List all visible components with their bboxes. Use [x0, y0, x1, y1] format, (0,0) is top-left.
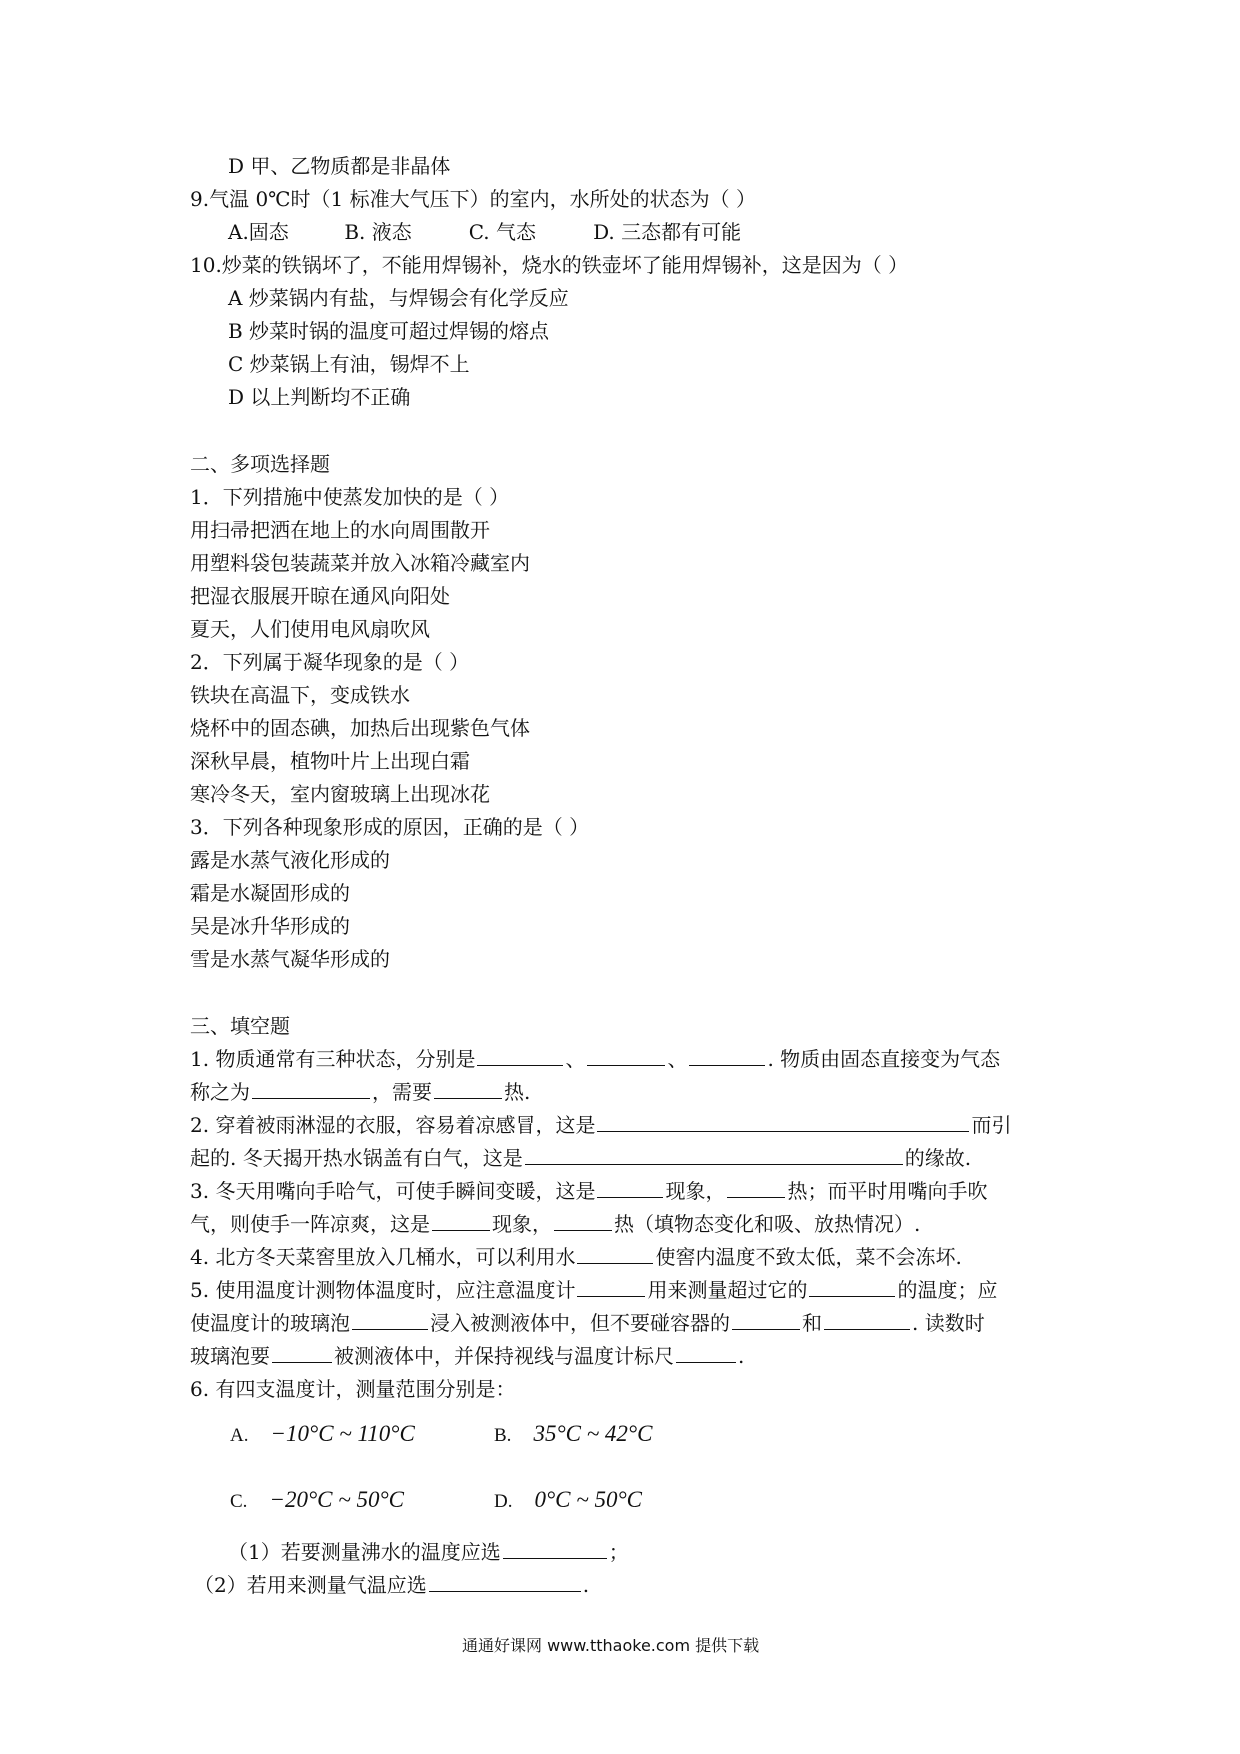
fill-q2-text: 的缘故.: [904, 1146, 972, 1170]
fill-q6-text: （2）若用来测量气温应选: [194, 1573, 427, 1597]
blank-field[interactable]: [824, 1309, 910, 1330]
fill-q5-text: 5. 使用温度计测物体温度时，应注意温度计: [190, 1278, 576, 1302]
multi-q3-stem: 3．下列各种现象形成的原因，正确的是（ ）: [190, 815, 590, 839]
multi-q3-option: 雪是水蒸气凝华形成的: [190, 947, 390, 971]
multi-q2-stem: 2．下列属于凝华现象的是（ ）: [190, 650, 470, 674]
footer-credit: 通通好课网 www.tthaoke.com 提供下载: [462, 1636, 760, 1655]
option-range: 35°C ~ 42°C: [533, 1421, 653, 1446]
option-label: D.: [494, 1491, 513, 1512]
thermometer-option-b: [494, 1420, 652, 1450]
fill-q5-text: 玻璃泡要: [190, 1344, 270, 1368]
fill-q2-line2: [190, 1144, 971, 1172]
option-range: −20°C ~ 50°C: [269, 1487, 404, 1512]
fill-q1-text: 热.: [504, 1080, 531, 1104]
fill-q6-sub2: [194, 1571, 589, 1599]
multi-q1-option: 用塑料袋包装蔬菜并放入冰箱冷藏室内: [190, 551, 530, 575]
blank-field[interactable]: [554, 1210, 612, 1231]
fill-q5-line3: [190, 1342, 744, 1370]
fill-q1-text: ，需要: [372, 1080, 432, 1104]
fill-q6-text: （1）若要测量沸水的温度应选: [228, 1540, 501, 1564]
blank-field[interactable]: [352, 1309, 428, 1330]
multi-q3-option: 吴是冰升华形成的: [190, 914, 350, 938]
q10-option-d: D 以上判断均不正确: [228, 385, 411, 409]
multi-q2-option: 深秋早晨，植物叶片上出现白霜: [190, 749, 470, 773]
fill-q2-text: 2. 穿着被雨淋湿的衣服，容易着凉感冒，这是: [190, 1113, 596, 1137]
blank-field[interactable]: [689, 1045, 765, 1066]
q9-option-a: A.固态: [228, 220, 289, 244]
fill-q6-sub1: [228, 1538, 629, 1566]
blank-field[interactable]: [429, 1571, 581, 1592]
option-range: 0°C ~ 50°C: [534, 1487, 643, 1512]
blank-field[interactable]: [525, 1144, 903, 1165]
separator: 、: [667, 1047, 688, 1071]
fill-q1-text: 称之为: [190, 1080, 250, 1104]
fill-q3-line1: [190, 1177, 987, 1205]
thermometer-option-a: [230, 1420, 415, 1450]
blank-field[interactable]: [577, 1276, 645, 1297]
option-label: C.: [230, 1491, 248, 1512]
blank-field[interactable]: [477, 1045, 563, 1066]
fill-q3-line2: [190, 1210, 920, 1238]
fill-q5-line1: [190, 1276, 997, 1304]
multi-q2-option: 寒冷冬天，室内窗玻璃上出现冰花: [190, 782, 490, 806]
fill-q2-line1: [190, 1111, 1011, 1139]
fill-q1-text: . 物质由固态直接变为气态: [767, 1047, 1001, 1071]
fill-q2-text: 起的. 冬天揭开热水锅盖有白气，这是: [190, 1146, 523, 1170]
blank-field[interactable]: [432, 1210, 490, 1231]
q9-option-b: B. 液态: [344, 220, 412, 244]
option-range: −10°C ~ 110°C: [270, 1421, 415, 1446]
q8-option-d: D 甲、乙物质都是非晶体: [228, 154, 451, 178]
multi-q2-option: 烧杯中的固态碘，加热后出现紫色气体: [190, 716, 530, 740]
fill-q5-line2: [190, 1309, 985, 1337]
thermometer-option-d: [494, 1486, 642, 1516]
fill-q4-text: 使窖内温度不致太低，菜不会冻坏.: [655, 1245, 962, 1269]
blank-field[interactable]: [587, 1045, 665, 1066]
q9-option-c: C. 气态: [468, 220, 537, 244]
fill-q5-text: 用来测量超过它的: [647, 1278, 808, 1302]
q10-option-b: B 炒菜时锅的温度可超过焊锡的熔点: [228, 319, 550, 343]
fill-q6-stem: 6. 有四支温度计，测量范围分别是：: [190, 1377, 516, 1401]
multi-q1-option: 把湿衣服展开晾在通风向阳处: [190, 584, 450, 608]
blank-field[interactable]: [252, 1078, 370, 1099]
q9-stem: 9.气温 0℃时（1 标准大气压下）的室内，水所处的状态为（ ）: [190, 187, 756, 211]
q9-options: [228, 218, 741, 246]
blank-field[interactable]: [676, 1342, 736, 1363]
fill-q5-text: 浸入被测液体中，但不要碰容器的: [430, 1311, 730, 1335]
fill-q3-text: 气，则使手一阵凉爽，这是: [190, 1212, 430, 1236]
blank-field[interactable]: [503, 1538, 607, 1559]
fill-q6-text: ；: [608, 1540, 629, 1564]
blank-field[interactable]: [577, 1243, 653, 1264]
fill-q1-line1: [190, 1045, 1000, 1073]
separator: 、: [565, 1047, 586, 1071]
blank-field[interactable]: [732, 1309, 800, 1330]
multi-q1-option: 用扫帚把洒在地上的水向周围散开: [190, 518, 490, 542]
q10-option-c: C 炒菜锅上有油，锡焊不上: [228, 352, 470, 376]
fill-q3-text: 现象，: [665, 1179, 726, 1203]
fill-q3-text: 现象，: [492, 1212, 552, 1236]
multi-q1-option: 夏天，人们使用电风扇吹风: [190, 617, 430, 641]
fill-q3-text: 热；而平时用嘴向手吹: [787, 1179, 988, 1203]
fill-q5-text: . 读数时: [912, 1311, 985, 1335]
q9-option-d: D. 三态都有可能: [593, 220, 742, 244]
option-label: B.: [494, 1425, 512, 1446]
fill-q5-text: 的温度；应: [897, 1278, 998, 1302]
blank-field[interactable]: [434, 1078, 502, 1099]
section-multi-heading: 二、多项选择题: [190, 452, 330, 476]
multi-q3-option: 霜是水凝固形成的: [190, 881, 350, 905]
fill-q3-text: 热（填物态变化和吸、放热情况）.: [614, 1212, 921, 1236]
multi-q2-option: 铁块在高温下，变成铁水: [190, 683, 410, 707]
blank-field[interactable]: [272, 1342, 332, 1363]
fill-q4-text: 4. 北方冬天菜窖里放入几桶水，可以利用水: [190, 1245, 576, 1269]
option-label: A.: [230, 1425, 249, 1446]
blank-field[interactable]: [727, 1177, 785, 1198]
section-fill-heading: 三、填空题: [190, 1014, 290, 1038]
fill-q5-text: 和: [802, 1311, 822, 1335]
fill-q6-text: .: [582, 1573, 590, 1597]
q10-option-a: A 炒菜锅内有盐，与焊锡会有化学反应: [228, 286, 569, 310]
multi-q3-option: 露是水蒸气液化形成的: [190, 848, 390, 872]
blank-field[interactable]: [597, 1177, 663, 1198]
q10-stem: 10.炒菜的铁锅坏了，不能用焊锡补，烧水的铁壶坏了能用焊锡补，这是因为（ ）: [190, 253, 909, 277]
fill-q3-text: 3. 冬天用嘴向手哈气，可使手瞬间变暖，这是: [190, 1179, 596, 1203]
blank-field[interactable]: [597, 1111, 969, 1132]
fill-q1-line2: [190, 1078, 530, 1106]
thermometer-option-c: [230, 1486, 404, 1516]
multi-q1-stem: 1．下列措施中使蒸发加快的是（ ）: [190, 485, 510, 509]
fill-q1-text: 1. 物质通常有三种状态，分别是: [190, 1047, 476, 1071]
fill-q5-text: 使温度计的玻璃泡: [190, 1311, 350, 1335]
fill-q5-text: .: [738, 1344, 745, 1368]
fill-q5-text: 被测液体中，并保持视线与温度计标尺: [334, 1344, 674, 1368]
fill-q2-text: 而引: [971, 1113, 1012, 1137]
fill-q4-line: [190, 1243, 962, 1271]
blank-field[interactable]: [809, 1276, 895, 1297]
